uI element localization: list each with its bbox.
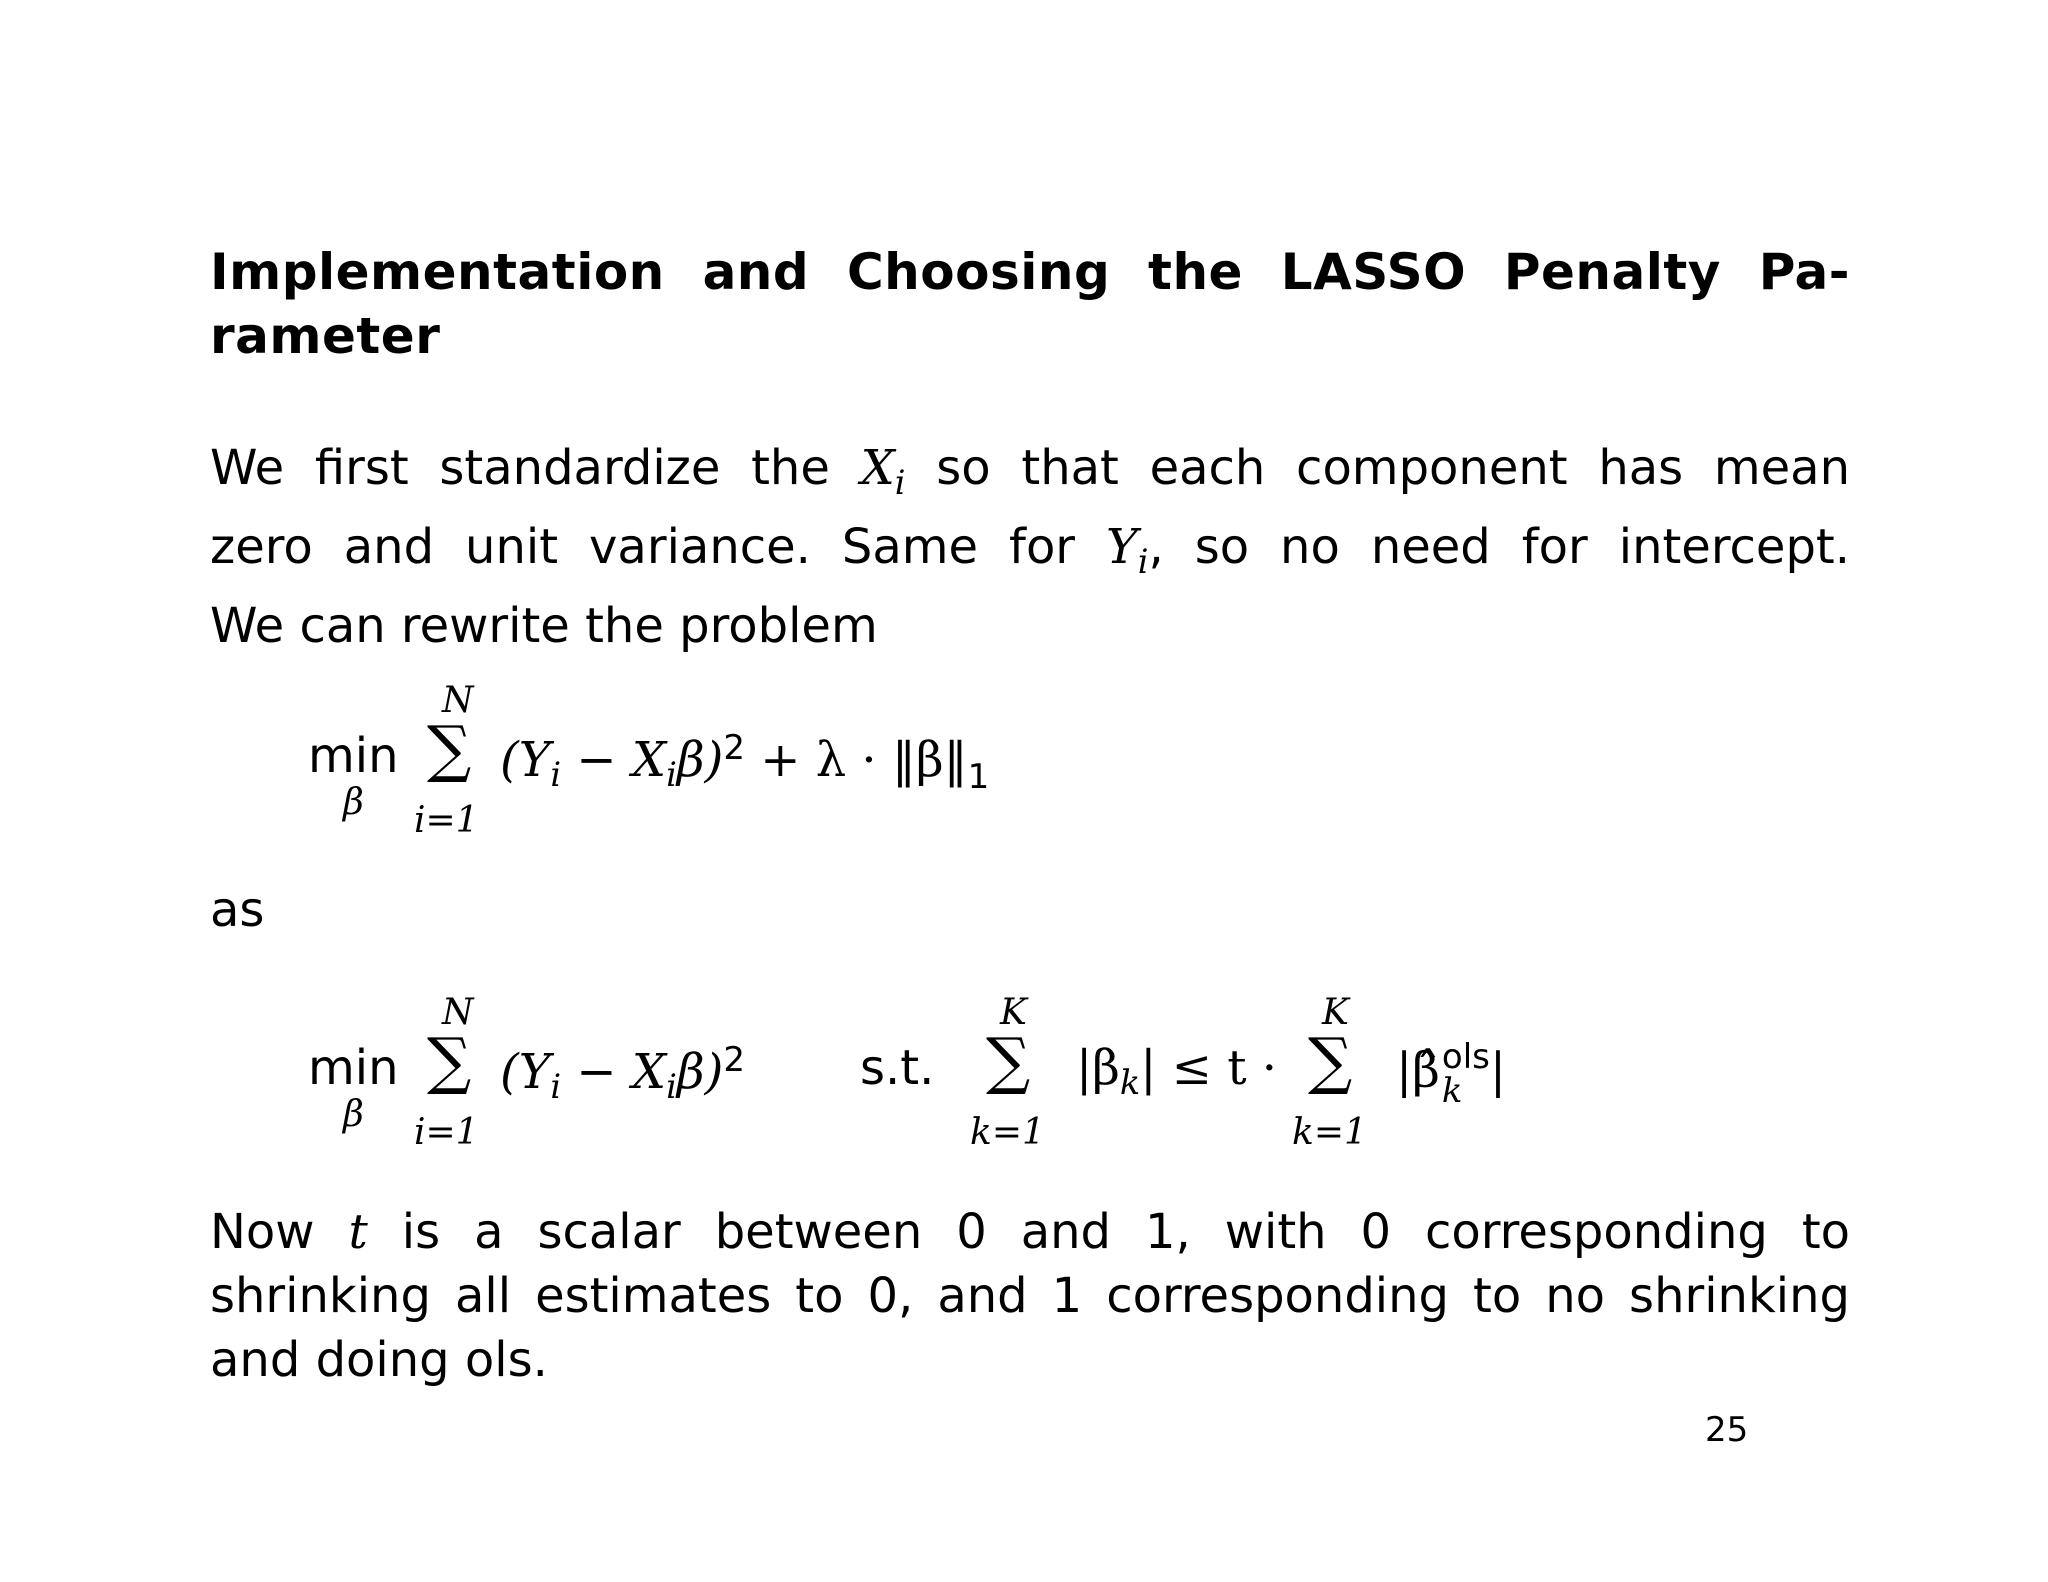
expr-part: − X <box>561 732 667 788</box>
min-subscript: β <box>343 782 364 823</box>
sum-upper-limit: K <box>1000 992 1027 1033</box>
min-operator: min <box>308 728 399 784</box>
ols-superscript: ols <box>1441 1037 1490 1077</box>
sum-lower-limit: i=1 <box>414 1112 479 1153</box>
ols-subscript: k <box>1441 1071 1463 1111</box>
as-text: as <box>210 882 265 938</box>
sum-upper-limit: K <box>1322 992 1349 1033</box>
expr-subscript: i <box>550 1067 562 1107</box>
expr-subscript: i <box>666 755 677 795</box>
squared-residual <box>500 728 989 797</box>
sum-lower-limit: k=1 <box>1292 1112 1367 1153</box>
expr-part: | <box>1489 1042 1507 1099</box>
expr-part: β) <box>676 1044 724 1100</box>
expr-subscript: i <box>666 1067 677 1107</box>
sum-upper-limit: N <box>442 992 474 1033</box>
intro-text: so that each component has mean <box>936 440 1851 496</box>
expr-part: β) <box>676 732 724 788</box>
intro-line-1 <box>210 436 1850 515</box>
sum-lower-limit: k=1 <box>970 1112 1045 1153</box>
heading-line-2: rameter <box>210 307 441 365</box>
conclusion-text: Now <box>210 1204 315 1260</box>
expr-part: (Y <box>500 732 551 788</box>
intro-text: zero and unit variance. Same for <box>210 519 1076 576</box>
conclusion-paragraph <box>210 1200 1850 1392</box>
expr-part: |β <box>1076 1040 1120 1096</box>
ols-estimate-term <box>1396 1037 1507 1111</box>
sum-lower-limit: i=1 <box>414 800 479 841</box>
summation-sign: ∑ <box>427 1024 472 1097</box>
var-x: X <box>860 440 895 496</box>
summation-sign: ∑ <box>1308 1024 1353 1097</box>
var-t: t <box>348 1204 368 1260</box>
penalty-term: + λ · ‖β‖ <box>744 732 968 788</box>
conclusion-line-3: and doing ols. <box>210 1332 548 1388</box>
min-subscript: β <box>343 1094 364 1135</box>
conclusion-line-1 <box>210 1200 1850 1264</box>
intro-text: We first standardize the <box>210 440 830 496</box>
norm-subscript: 1 <box>967 756 990 797</box>
intro-text: , so no need for intercept. <box>1148 519 1850 576</box>
subject-to-label: s.t. <box>860 1040 935 1096</box>
expr-part: − X <box>561 1044 667 1100</box>
conclusion-text: is a scalar between 0 and 1, with 0 corresponding to <box>401 1204 1851 1260</box>
intro-line-3: We can rewrite the problem <box>210 598 878 655</box>
sum-upper-limit: N <box>442 680 474 721</box>
exponent: 2 <box>723 1040 745 1080</box>
summation-sign: ∑ <box>986 1024 1031 1097</box>
expr-part: | ≤ t · <box>1140 1040 1277 1096</box>
expr-subscript: k <box>1119 1063 1141 1103</box>
var-y-subscript: i <box>1137 542 1149 582</box>
expr-part: |β̂ <box>1396 1042 1440 1099</box>
slide-heading <box>210 240 1850 368</box>
min-operator: min <box>308 1040 399 1096</box>
page-number: 25 <box>1705 1410 1749 1450</box>
heading-line-1: Implementation and Choosing the LASSO Penalty Pa- <box>210 243 1850 301</box>
squared-residual <box>500 1040 745 1106</box>
constraint-lhs <box>1076 1040 1277 1102</box>
intro-line-2 <box>210 515 1850 594</box>
conclusion-line-2: shrinking all estimates to 0, and 1 corresponding to no shrinking <box>210 1268 1850 1324</box>
var-x-subscript: i <box>894 463 906 503</box>
intro-paragraph <box>210 436 1850 658</box>
summation-sign: ∑ <box>427 712 472 785</box>
var-y: Y <box>1106 519 1138 576</box>
expr-part: (Y <box>500 1044 551 1100</box>
exponent: 2 <box>723 728 745 768</box>
expr-subscript: i <box>550 755 562 795</box>
